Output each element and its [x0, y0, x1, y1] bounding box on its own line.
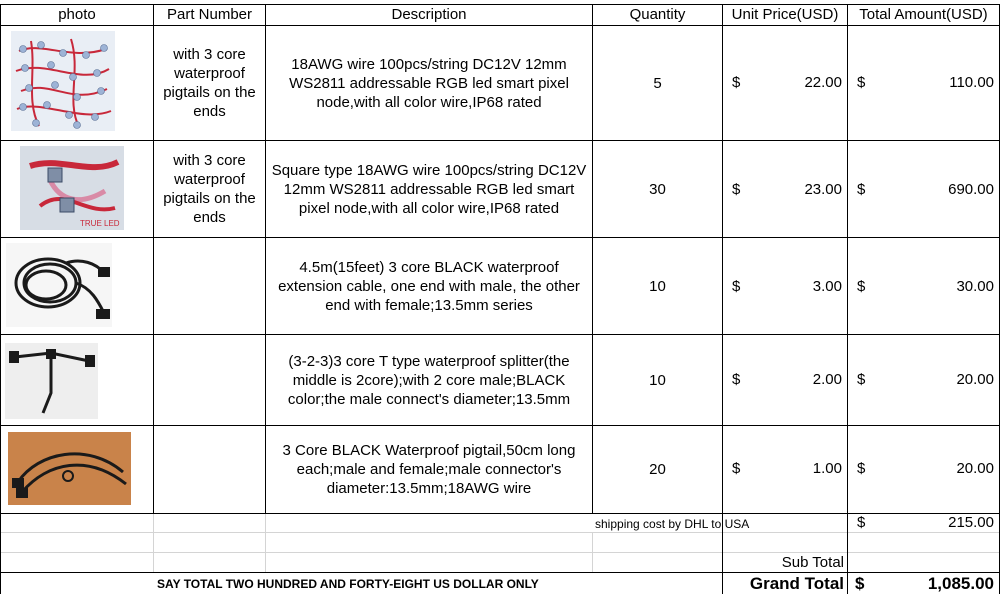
column-border	[265, 4, 266, 513]
total-amount-cell: 20.00	[956, 371, 994, 388]
gridline	[592, 532, 593, 572]
square-led-pixel-photo	[20, 146, 124, 230]
quantity-cell: 30	[649, 180, 666, 198]
column-border	[0, 4, 1, 594]
part-number-cell: with 3 core waterproof pigtails on the ends	[163, 46, 256, 120]
description-cell: (3-2-3)3 core T type waterproof splitter(the middle is 2core);with 2 core male;BLACK color;the male connect's diameter;13.5mm	[287, 352, 571, 408]
t-splitter-photo	[5, 343, 98, 419]
currency-symbol: $	[857, 181, 866, 198]
photo-caption: TRUE LED	[80, 219, 120, 228]
currency-symbol: $	[732, 278, 741, 295]
currency-symbol: $	[857, 278, 866, 295]
total-amount-cell: 20.00	[956, 460, 994, 477]
currency-symbol: $	[732, 74, 741, 91]
part-number-cell: with 3 core waterproof pigtails on the ends	[163, 152, 256, 226]
gridline	[265, 513, 266, 573]
led-pixel-string-photo	[11, 31, 115, 131]
gridline	[0, 532, 1000, 533]
currency-symbol: $	[732, 460, 741, 477]
description-cell: 4.5m(15feet) 3 core BLACK waterproof extension cable, one end with male, the other end with female;13.5mm series	[278, 258, 580, 314]
subtotal-label: Sub Total	[781, 554, 844, 571]
row-border	[0, 572, 1000, 573]
unit-price-cell: 3.00	[812, 278, 842, 295]
row-border	[0, 513, 1000, 514]
currency-symbol: $	[857, 460, 866, 477]
quantity-cell: 10	[649, 277, 666, 295]
currency-symbol: $	[857, 371, 866, 388]
pigtail-photo	[8, 432, 131, 505]
header-description: Description	[391, 6, 467, 23]
grand-total-label: Grand Total	[749, 574, 844, 593]
shipping-amount: 215.00	[948, 514, 994, 531]
total-amount-cell: 30.00	[956, 278, 994, 295]
header-unit-price: Unit Price(USD)	[731, 6, 839, 23]
currency-symbol: $	[732, 181, 741, 198]
quantity-cell: 5	[653, 74, 662, 92]
unit-price-cell: 22.00	[804, 74, 842, 91]
description-cell: 3 Core BLACK Waterproof pigtail,50cm long each;male and female;male connector's diameter:13.5mm;18AWG wire	[282, 442, 576, 497]
unit-price-cell: 2.00	[812, 371, 842, 388]
quantity-cell: 20	[649, 461, 666, 478]
total-amount-cell: 690.00	[948, 181, 994, 198]
gridline	[0, 552, 1000, 553]
shipping-label: shipping cost by DHL to USA	[595, 517, 750, 531]
currency-symbol: $	[855, 574, 865, 593]
currency-symbol: $	[732, 371, 741, 388]
header-part-number: Part Number	[166, 6, 253, 23]
quantity-cell: 10	[649, 371, 666, 389]
gridline	[153, 513, 154, 573]
say-total-text: SAY TOTAL TWO HUNDRED AND FORTY-EIGHT US DOLLAR ONLY	[157, 577, 539, 591]
unit-price-cell: 1.00	[812, 460, 842, 477]
currency-symbol: $	[857, 74, 866, 91]
header-photo: photo	[58, 6, 96, 23]
grand-total-amount: 1,085.00	[927, 574, 994, 593]
unit-price-cell: 23.00	[804, 181, 842, 198]
header-quantity: Quantity	[629, 6, 686, 23]
total-amount-cell: 110.00	[949, 74, 994, 91]
currency-symbol: $	[857, 514, 866, 531]
column-border	[847, 4, 848, 594]
description-cell: Square type 18AWG wire 100pcs/string DC12V 12mm WS2811 addressable RGB led smart pixel node,with all color wire,IP68 rated	[271, 161, 587, 217]
column-border	[722, 4, 723, 594]
extension-cable-photo	[6, 243, 112, 327]
header-total-amount: Total Amount(USD)	[859, 6, 988, 23]
description-cell: 18AWG wire 100pcs/string DC12V 12mm WS2811 addressable RGB led smart pixel node,with all color wire,IP68 rated	[289, 55, 569, 111]
